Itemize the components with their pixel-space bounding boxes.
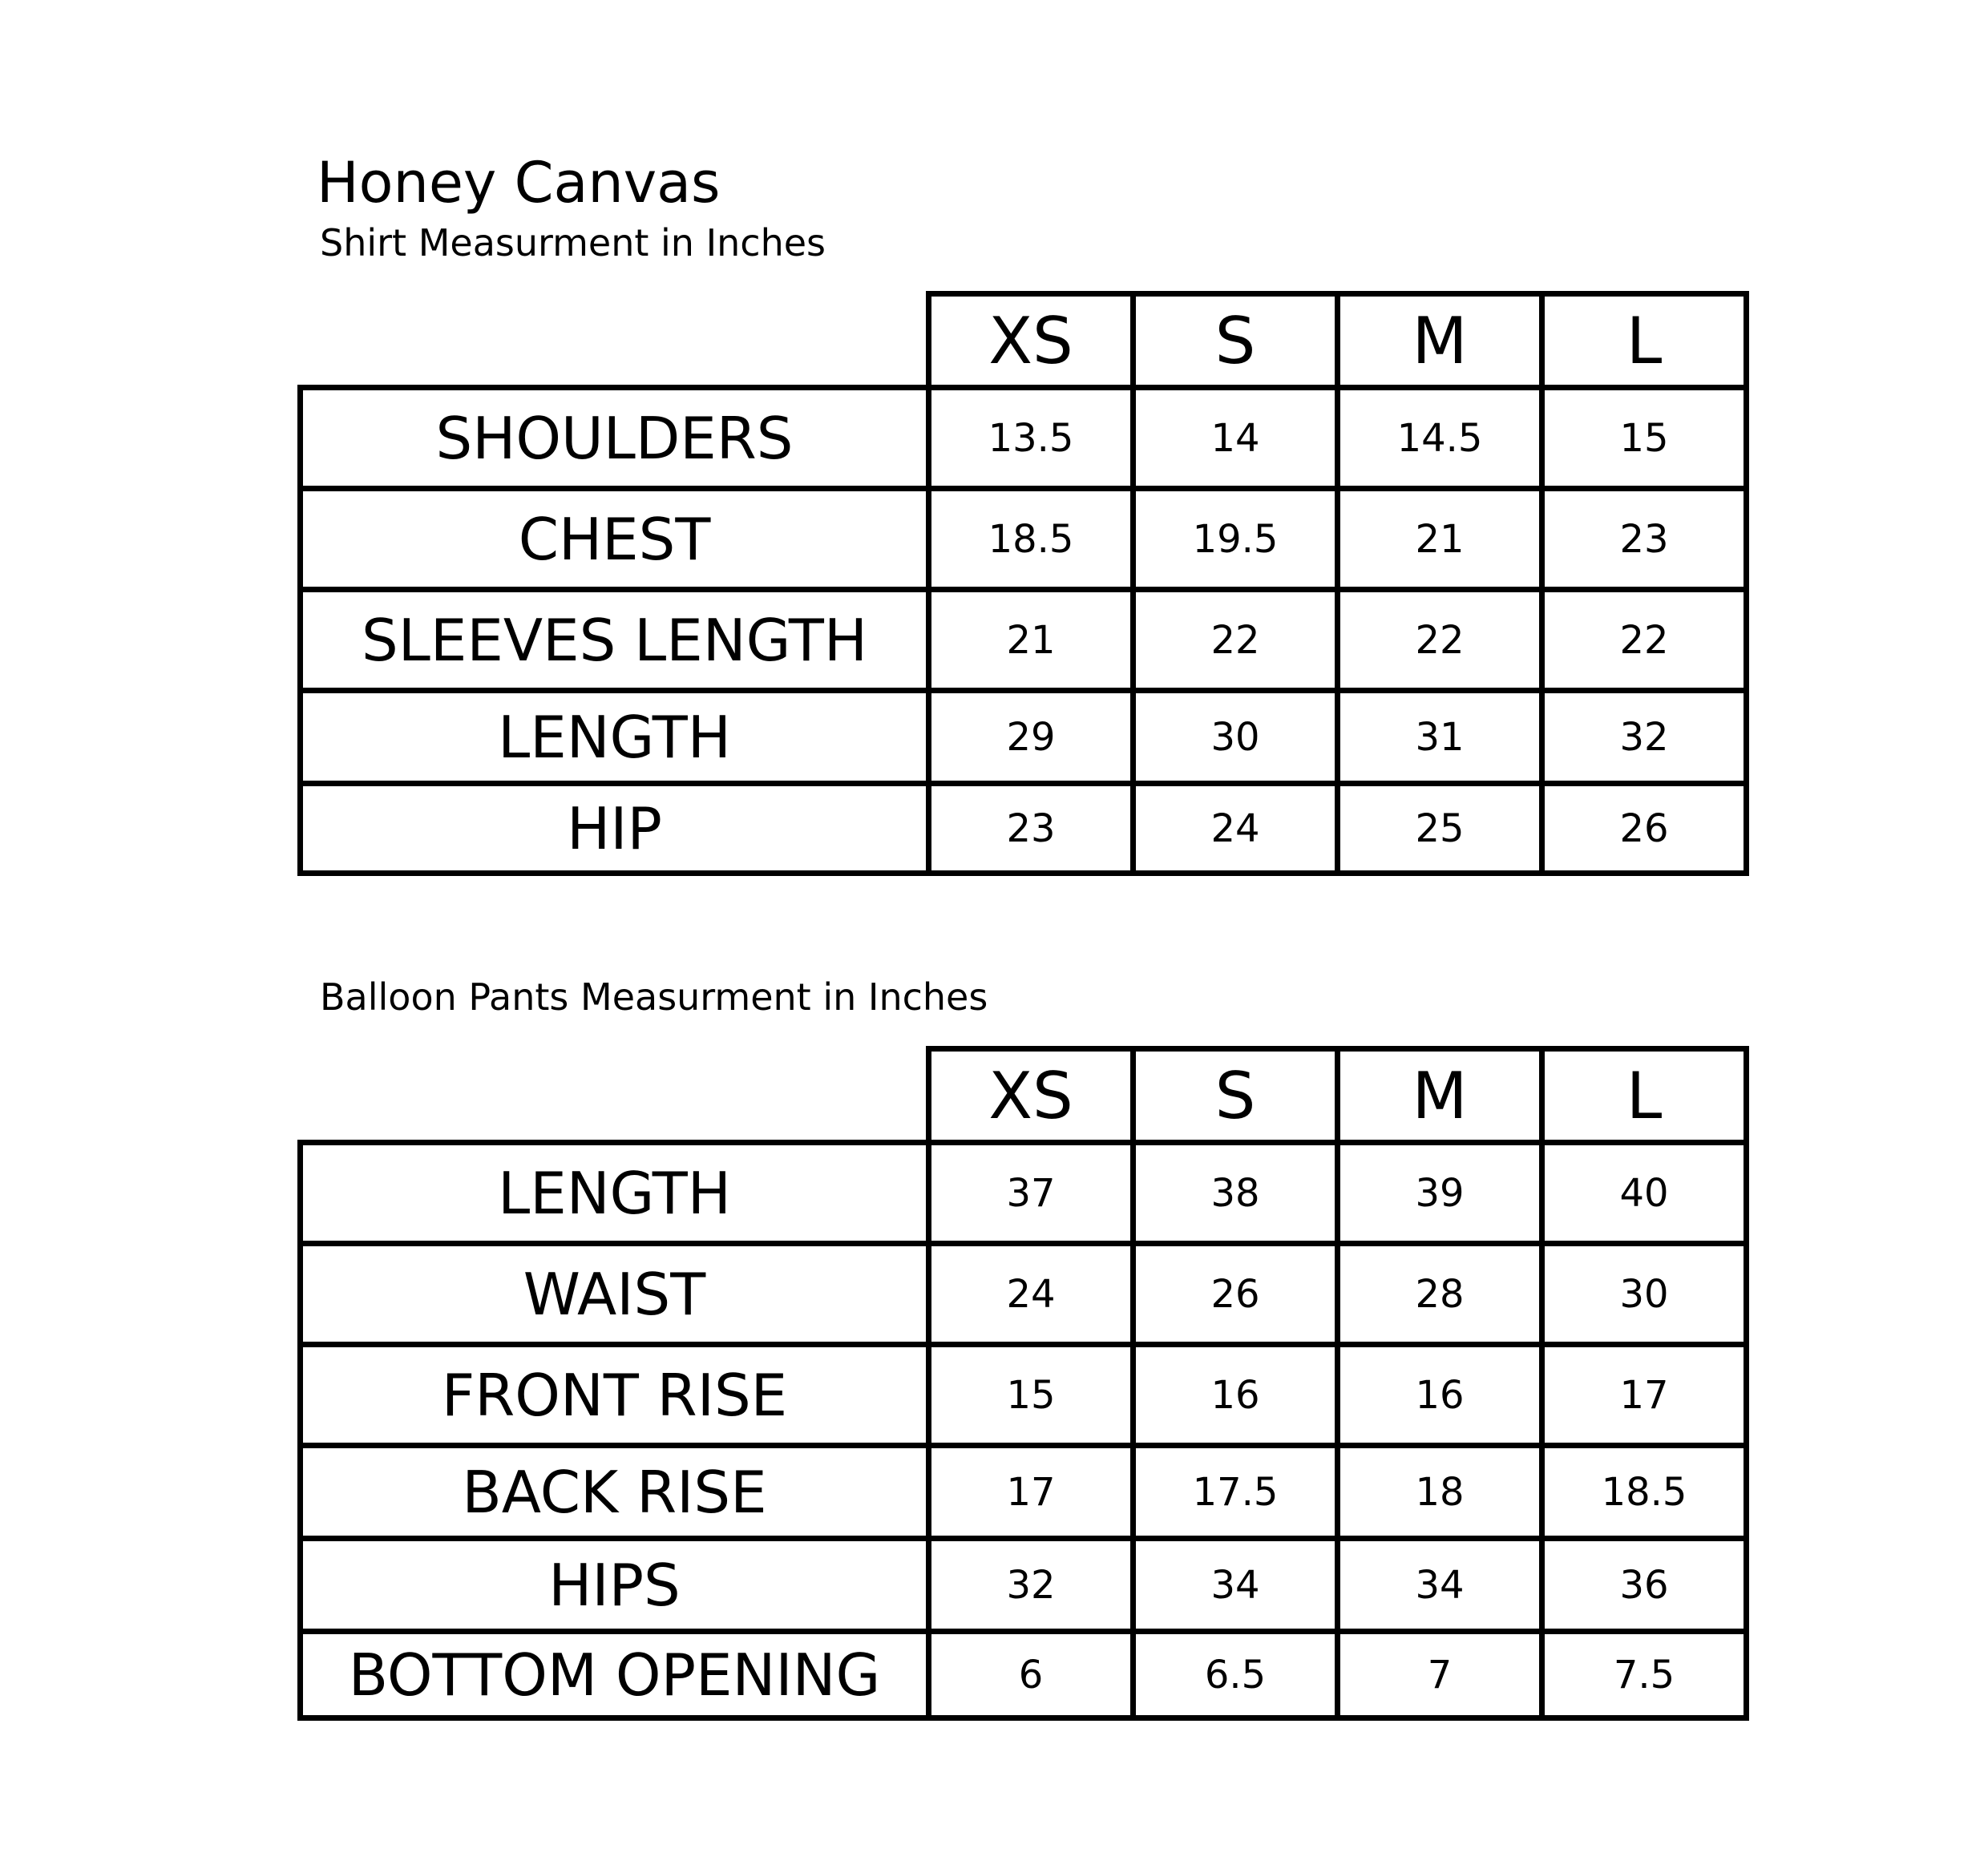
table-row xyxy=(301,691,1747,784)
measurement-value: 14.5 xyxy=(1338,388,1542,489)
measurement-value: 17 xyxy=(929,1446,1133,1539)
measurement-value: 40 xyxy=(1542,1143,1747,1244)
measurement-value: 34 xyxy=(1338,1539,1542,1632)
measurement-value: 30 xyxy=(1133,691,1338,784)
measurement-label: HIP xyxy=(301,784,929,874)
size-header-m: M xyxy=(1338,1049,1542,1143)
measurement-label: CHEST xyxy=(301,489,929,590)
measurement-value: 30 xyxy=(1542,1244,1747,1345)
measurement-label: BACK RISE xyxy=(301,1446,929,1539)
measurement-value: 39 xyxy=(1338,1143,1542,1244)
measurement-value: 36 xyxy=(1542,1539,1747,1632)
measurement-value: 22 xyxy=(1338,590,1542,691)
table-row xyxy=(301,1345,1747,1446)
measurement-value: 15 xyxy=(929,1345,1133,1446)
table-row xyxy=(301,784,1747,874)
size-header-xs: XS xyxy=(929,294,1133,388)
measurement-value: 22 xyxy=(1133,590,1338,691)
measurement-value: 14 xyxy=(1133,388,1338,489)
measurement-label: LENGTH xyxy=(301,1143,929,1244)
size-header-s: S xyxy=(1133,294,1338,388)
measurement-value: 13.5 xyxy=(929,388,1133,489)
measurement-label: SHOULDERS xyxy=(301,388,929,489)
measurement-label: LENGTH xyxy=(301,691,929,784)
size-header-row xyxy=(301,1049,1747,1143)
measurement-label: HIPS xyxy=(301,1539,929,1632)
table-row xyxy=(301,1244,1747,1345)
pants-size-chart xyxy=(297,1046,1749,1721)
measurement-value: 17 xyxy=(1542,1345,1747,1446)
table-row xyxy=(301,1446,1747,1539)
measurement-value: 16 xyxy=(1133,1345,1338,1446)
measurement-value: 24 xyxy=(929,1244,1133,1345)
table-row xyxy=(301,489,1747,590)
table-row xyxy=(301,1539,1747,1632)
measurement-value: 38 xyxy=(1133,1143,1338,1244)
measurement-value: 26 xyxy=(1542,784,1747,874)
measurement-value: 32 xyxy=(929,1539,1133,1632)
measurement-value: 24 xyxy=(1133,784,1338,874)
size-header-m: M xyxy=(1338,294,1542,388)
measurement-value: 34 xyxy=(1133,1539,1338,1632)
measurement-value: 31 xyxy=(1338,691,1542,784)
measurement-value: 7 xyxy=(1338,1632,1542,1718)
brand-title: Honey Canvas xyxy=(317,150,721,216)
measurement-value: 6 xyxy=(929,1632,1133,1718)
measurement-value: 37 xyxy=(929,1143,1133,1244)
table-row xyxy=(301,388,1747,489)
measurement-label: BOTTOM OPENING xyxy=(301,1632,929,1718)
shirt-size-chart xyxy=(297,291,1749,876)
measurement-value: 32 xyxy=(1542,691,1747,784)
table-row xyxy=(301,590,1747,691)
table-row xyxy=(301,1143,1747,1244)
measurement-value: 15 xyxy=(1542,388,1747,489)
measurement-label: FRONT RISE xyxy=(301,1345,929,1446)
measurement-value: 16 xyxy=(1338,1345,1542,1446)
measurement-value: 19.5 xyxy=(1133,489,1338,590)
size-header-xs: XS xyxy=(929,1049,1133,1143)
measurement-value: 17.5 xyxy=(1133,1446,1338,1539)
measurement-value: 22 xyxy=(1542,590,1747,691)
measurement-value: 29 xyxy=(929,691,1133,784)
measurement-value: 23 xyxy=(929,784,1133,874)
measurement-value: 18.5 xyxy=(929,489,1133,590)
measurement-value: 7.5 xyxy=(1542,1632,1747,1718)
measurement-value: 18.5 xyxy=(1542,1446,1747,1539)
measurement-value: 21 xyxy=(929,590,1133,691)
pants-section-subtitle: Balloon Pants Measurment in Inches xyxy=(320,975,988,1019)
shirt-section-subtitle: Shirt Measurment in Inches xyxy=(320,221,826,264)
measurement-value: 23 xyxy=(1542,489,1747,590)
measurement-label: WAIST xyxy=(301,1244,929,1345)
measurement-value: 25 xyxy=(1338,784,1542,874)
size-header-row xyxy=(301,294,1747,388)
measurement-label: SLEEVES LENGTH xyxy=(301,590,929,691)
measurement-value: 6.5 xyxy=(1133,1632,1338,1718)
measurement-value: 18 xyxy=(1338,1446,1542,1539)
size-header-l: L xyxy=(1542,1049,1747,1143)
measurement-value: 21 xyxy=(1338,489,1542,590)
size-header-s: S xyxy=(1133,1049,1338,1143)
size-header-l: L xyxy=(1542,294,1747,388)
measurement-value: 28 xyxy=(1338,1244,1542,1345)
header-blank-cell xyxy=(301,294,929,388)
table-row xyxy=(301,1632,1747,1718)
header-blank-cell xyxy=(301,1049,929,1143)
measurement-value: 26 xyxy=(1133,1244,1338,1345)
